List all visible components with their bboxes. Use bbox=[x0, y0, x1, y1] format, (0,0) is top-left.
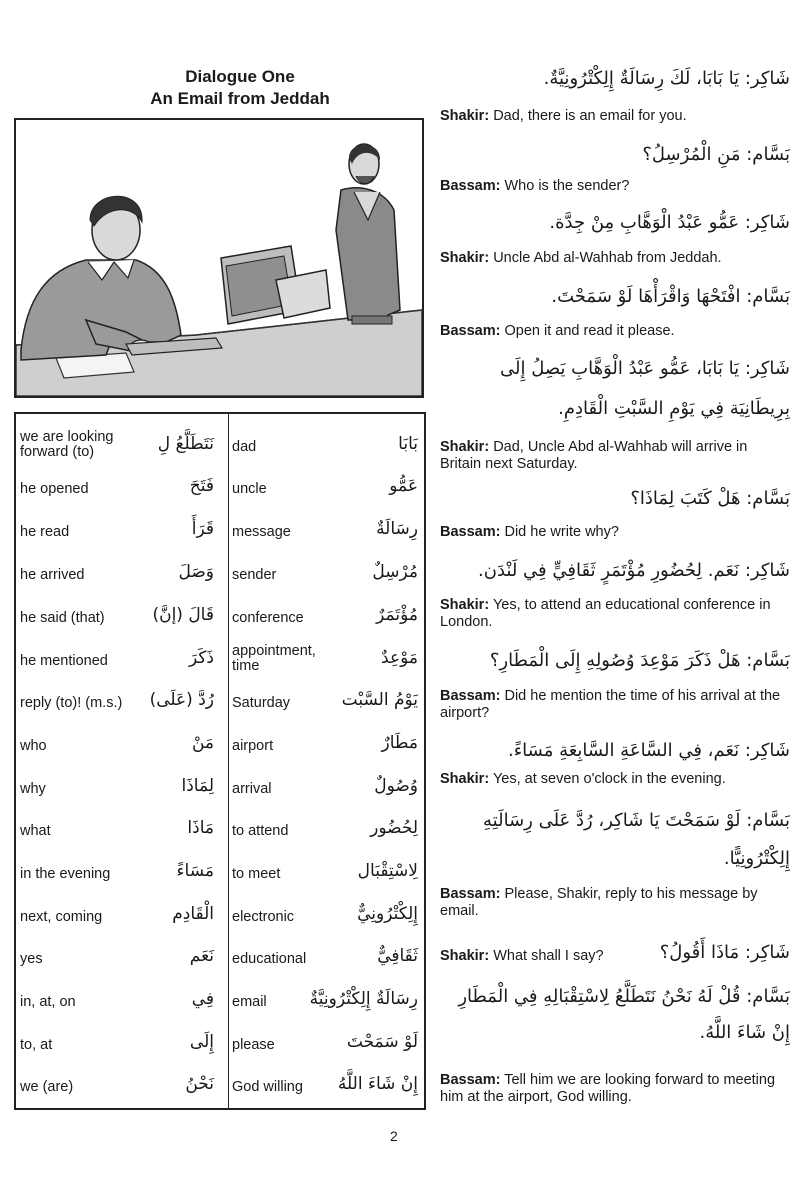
arabic-line: شَاكِر: نَعَم، فِي السَّاعَةِ السَّابِعَةِ مَسَاءً. bbox=[508, 740, 790, 761]
vocab-row bbox=[16, 468, 424, 510]
vocab-arabic: مُرْسِلٌ bbox=[372, 562, 418, 582]
vocab-english: airport bbox=[232, 738, 274, 754]
vocab-arabic: مَسَاءً bbox=[176, 861, 214, 881]
vocab-arabic: رُدَّ (عَلَى) bbox=[149, 690, 214, 710]
vocab-english: email bbox=[232, 994, 267, 1010]
english-text: Did he mention the time of his arrival at the airport? bbox=[440, 688, 781, 721]
arabic-line: بَسَّام: قُلْ لَهُ نَحْنُ نَتَطَلَّعُ لِاسْتِقْبَالِهِ فِي الْمَطَارِ bbox=[458, 986, 790, 1007]
vocab-arabic: مَنْ bbox=[191, 733, 214, 753]
vocab-arabic: إِلَى bbox=[189, 1032, 214, 1052]
vocab-arabic: مُؤْتَمَرٌ bbox=[376, 605, 418, 625]
arabic-line: بَسَّام: هَلْ ذَكَرَ مَوْعِدَ وُصُولِهِ إِلَى الْمَطَارِ؟ bbox=[489, 650, 790, 671]
speaker-name: Shakir: bbox=[440, 948, 490, 964]
arabic-line: شَاكِر: نَعَم. لِحُضُورِ مُؤْتَمَرٍ ثَقَافِيٍّ فِي لَنْدَن. bbox=[478, 560, 790, 581]
english-text: Did he write why? bbox=[504, 524, 619, 540]
vocab-arabic: لِاسْتِقْبَال bbox=[357, 861, 418, 881]
english-line bbox=[440, 886, 790, 920]
speaker-name: Bassam: bbox=[440, 323, 501, 339]
vocab-row bbox=[16, 896, 424, 938]
arabic-line: بِرِيطَانِيَة فِي يَوْمِ السَّبْتِ الْقَادِمِ. bbox=[558, 398, 790, 419]
vocab-english: arrival bbox=[232, 781, 272, 797]
english-line bbox=[440, 439, 790, 473]
speaker-name: Bassam: bbox=[440, 524, 501, 540]
english-line bbox=[440, 948, 620, 965]
vocab-row bbox=[16, 1066, 424, 1108]
vocab-row bbox=[16, 1024, 424, 1066]
vocab-english: he opened bbox=[20, 481, 89, 497]
english-line bbox=[440, 178, 790, 195]
vocab-arabic: لِمَاذَا bbox=[181, 776, 214, 796]
vocab-arabic: قَرَأَ bbox=[191, 519, 214, 539]
arabic-line: شَاكِر: يَا بَابَا، عَمُّو عَبْدُ الْوَهَّابِ يَصِلُ إِلَى bbox=[500, 358, 790, 379]
vocab-row bbox=[16, 725, 424, 767]
vocab-arabic: الْقَادِم bbox=[172, 904, 214, 924]
vocab-row bbox=[16, 981, 424, 1023]
vocab-english: to, at bbox=[20, 1037, 53, 1053]
vocab-english: educational bbox=[232, 951, 307, 967]
speaker-name: Bassam: bbox=[440, 886, 501, 902]
vocab-english: dad bbox=[232, 439, 257, 455]
vocab-row bbox=[16, 597, 424, 639]
vocab-english: conference bbox=[232, 610, 304, 626]
vocab-arabic: رِسَالَةٌ bbox=[376, 519, 418, 539]
vocab-arabic: قَالَ (إنَّ) bbox=[152, 605, 214, 625]
vocab-arabic: رِسَالَةٌ إِلِكْتْرُونِيَّةٌ bbox=[309, 989, 418, 1009]
english-line bbox=[440, 771, 790, 788]
speaker-name: Shakir: bbox=[440, 771, 490, 787]
arabic-line: إِنْ شَاءَ اللَّهُ. bbox=[699, 1022, 790, 1043]
vocabulary-table bbox=[14, 412, 426, 1110]
english-text: Dad, Uncle Abd al-Wahhab will arrive in Britain next Saturday. bbox=[440, 439, 748, 472]
page-number: 2 bbox=[390, 1128, 398, 1144]
vocab-arabic: نَعَم bbox=[189, 946, 214, 966]
vocab-arabic: ثَقَافِيٌّ bbox=[377, 946, 418, 966]
vocab-arabic: لَوْ سَمَحْتَ bbox=[346, 1032, 418, 1052]
vocab-english: message bbox=[232, 524, 291, 540]
english-line bbox=[440, 323, 790, 340]
dialogue-illustration bbox=[14, 118, 424, 398]
arabic-line: بَسَّام: مَنِ الْمُرْسِلُ؟ bbox=[642, 144, 790, 165]
speaker-name: Bassam: bbox=[440, 688, 501, 704]
vocab-row bbox=[16, 810, 424, 852]
vocab-arabic: عَمُّو bbox=[389, 476, 418, 496]
vocab-arabic: ذَكَرَ bbox=[188, 648, 214, 668]
vocab-english: what bbox=[20, 823, 51, 839]
arabic-line: بَسَّام: لَوْ سَمَحْتَ يَا شَاكِر، رُدَّ عَلَى رِسَالَتِهِ bbox=[483, 810, 790, 831]
vocab-arabic: إِنْ شَاءَ اللَّهُ bbox=[337, 1074, 418, 1094]
vocab-english: in, at, on bbox=[20, 994, 76, 1010]
arabic-line: إِلِكْتْرُونِيًّا. bbox=[723, 848, 790, 869]
vocab-english: in the evening bbox=[20, 866, 111, 882]
vocab-arabic: يَوْمُ السَّبْت bbox=[341, 690, 418, 710]
vocab-arabic: نَحْنُ bbox=[185, 1074, 214, 1094]
english-line bbox=[440, 1072, 790, 1106]
speaker-name: Bassam: bbox=[440, 1072, 501, 1088]
vocab-english: next, coming bbox=[20, 909, 103, 925]
vocab-english: uncle bbox=[232, 481, 267, 497]
vocab-english: to meet bbox=[232, 866, 281, 882]
vocab-row bbox=[16, 938, 424, 980]
vocab-arabic: مَوْعِدٌ bbox=[381, 648, 418, 668]
arabic-line: بَسَّام: افْتَحْهَا وَاقْرَأْهَا لَوْ سَمَحْتَ. bbox=[551, 286, 790, 307]
vocab-english: Saturday bbox=[232, 695, 291, 711]
arabic-line: شَاكِر: مَاذَا أَقُولُ؟ bbox=[659, 942, 790, 963]
vocab-arabic: فَتَحَ bbox=[189, 476, 214, 496]
english-line bbox=[440, 597, 790, 631]
english-text: Who is the sender? bbox=[504, 178, 630, 194]
vocab-arabic: بَابَا bbox=[398, 434, 418, 454]
english-text: Yes, to attend an educational conference in London. bbox=[440, 597, 771, 630]
vocab-arabic: لِحُضُور bbox=[370, 818, 418, 838]
vocab-english: to attend bbox=[232, 823, 289, 839]
dialogue-heading: Dialogue One bbox=[185, 67, 295, 86]
speaker-name: Shakir: bbox=[440, 250, 490, 266]
arabic-line: بَسَّام: هَلْ كَتَبَ لِمَاذَا؟ bbox=[630, 488, 790, 509]
vocab-arabic: وَصَلَ bbox=[178, 562, 214, 582]
english-text: Open it and read it please. bbox=[504, 323, 675, 339]
arabic-line: شَاكِر: يَا بَابَا، لَكَ رِسَالَةٌ إِلِكْتْرُونِيَّةٌ. bbox=[543, 68, 790, 89]
english-line bbox=[440, 688, 790, 722]
vocab-row bbox=[16, 554, 424, 596]
vocab-english: please bbox=[232, 1037, 275, 1053]
vocab-english: he arrived bbox=[20, 567, 85, 583]
vocab-row bbox=[16, 426, 424, 468]
vocab-row bbox=[16, 768, 424, 810]
english-text: Uncle Abd al-Wahhab from Jeddah. bbox=[493, 250, 722, 266]
arabic-line: شَاكِر: عَمُّو عَبْدُ الْوَهَّابِ مِنْ جِدَّة. bbox=[549, 212, 790, 233]
vocab-row bbox=[16, 853, 424, 895]
vocab-row bbox=[16, 682, 424, 724]
vocab-english: we (are) bbox=[20, 1079, 74, 1095]
english-line bbox=[440, 524, 790, 541]
vocab-arabic: وُصُولٌ bbox=[374, 776, 418, 796]
english-text: Dad, there is an email for you. bbox=[493, 108, 687, 124]
vocab-english: yes bbox=[20, 951, 43, 967]
vocab-row bbox=[16, 640, 424, 682]
vocab-english: why bbox=[20, 781, 46, 797]
vocab-row bbox=[16, 511, 424, 553]
vocab-english: he said (that) bbox=[20, 610, 105, 626]
vocab-english: sender bbox=[232, 567, 277, 583]
vocab-english: God willing bbox=[232, 1079, 303, 1095]
lesson-title bbox=[40, 66, 440, 110]
vocab-english: appointment, time bbox=[232, 643, 316, 674]
vocab-english: electronic bbox=[232, 909, 295, 925]
vocab-english: he read bbox=[20, 524, 70, 540]
speaker-name: Shakir: bbox=[440, 597, 490, 613]
vocab-arabic: مَطَارٌ bbox=[381, 733, 418, 753]
english-text: Please, Shakir, reply to his message by email. bbox=[440, 886, 758, 919]
speaker-name: Shakir: bbox=[440, 108, 490, 124]
english-text: Tell him we are looking forward to meeting him at the airport, God willing. bbox=[440, 1072, 776, 1105]
vocab-arabic: إِلِكْتْرُونِيٌّ bbox=[357, 904, 418, 924]
speaker-name: Bassam: bbox=[440, 178, 501, 194]
english-line bbox=[440, 250, 790, 267]
vocab-english: who bbox=[20, 738, 47, 754]
vocab-english: reply (to)! (m.s.) bbox=[20, 695, 123, 711]
vocab-english: we are looking forward (to) bbox=[20, 429, 114, 460]
speaker-name: Shakir: bbox=[440, 439, 490, 455]
english-text: Yes, at seven o'clock in the evening. bbox=[492, 771, 726, 787]
vocab-arabic: مَاذَا bbox=[187, 818, 214, 838]
dialogue-subheading: An Email from Jeddah bbox=[150, 89, 330, 108]
vocab-english: he mentioned bbox=[20, 653, 108, 669]
english-line bbox=[440, 108, 790, 125]
english-text: What shall I say? bbox=[493, 948, 604, 964]
vocab-arabic: فِي bbox=[191, 989, 214, 1009]
vocab-arabic: نَتَطَلَّعُ لِ bbox=[157, 434, 214, 454]
